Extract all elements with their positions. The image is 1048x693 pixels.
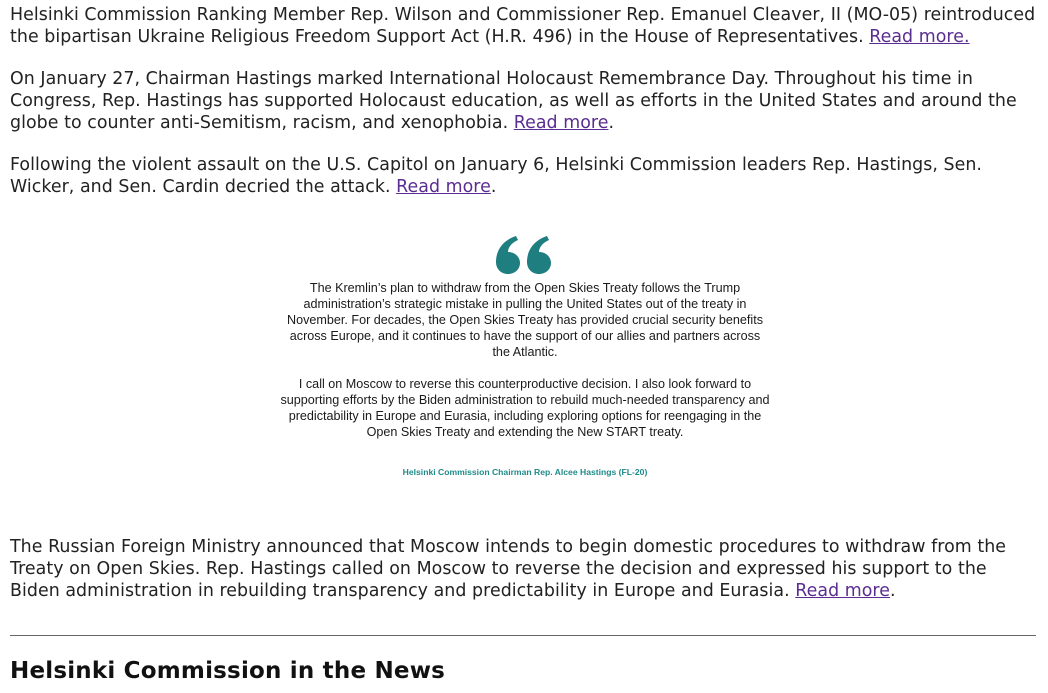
news-item-text: The Russian Foreign Ministry announced that Moscow intends to begin domestic procedures to withdraw from the Treaty on Open Skies. Rep. Hastings called on Moscow to reverse the decision and expressed his support to the Biden administration in rebuilding transparency and predictability in Europe and Eurasia. <box>10 537 1007 601</box>
quote-text <box>280 280 770 456</box>
section-heading: Helsinki Commission in the News <box>10 658 446 684</box>
read-more-link[interactable]: Read more <box>396 177 491 197</box>
news-item-text: Helsinki Commission Ranking Member Rep. Wilson and Commissioner Rep. Emanuel Cleaver, II (MO-05) reintroduced the bipartisan Ukraine Religious Freedom Support Act (H.R. 496) in the House of Representatives. <box>10 5 1036 47</box>
read-more-link[interactable]: Read more <box>513 113 609 133</box>
quote-mark-icon <box>496 236 552 274</box>
quote-graphic <box>10 218 1036 536</box>
news-item-text: Following the violent assault on the U.S. Capitol on January 6, Helsinki Commission leaders Rep. Hastings, Sen. Wicker, and Sen. Cardin decried the attack. <box>10 155 983 197</box>
read-more-link[interactable]: Read more. <box>869 27 970 47</box>
newsletter-body <box>10 4 1036 622</box>
news-item-text: On January 27, Chairman Hastings marked International Holocaust Remembrance Day. Throughout his time in Congress, Rep. Hastings has supported Holocaust education, as well as efforts in the United States and around the globe to counter anti-Semitism, racism, and xenophobia. <box>10 69 1017 133</box>
quote-paragraph: The Kremlin’s plan to withdraw from the Open Skies Treaty follows the Trump administration’s strategic mistake in pulling the United States out of the treaty in November. For decades, the Open Skies Treaty has provided crucial security benefits across Europe, and it continues to have the support of our allies and partners across the Atlantic. <box>287 281 763 359</box>
quote-paragraph: I call on Moscow to reverse this counterproductive decision. I also look forward to supporting efforts by the Biden administration to rebuild much-needed transparency and predictability in Europe and Eurasia, including exploring options for reengaging in the Open Skies Treaty and extending the New START treaty. <box>280 377 770 439</box>
news-item-holocaust-remembrance: On January 27, Chairman Hastings marked International Holocaust Remembrance Day. Throughout his time in Congress, Rep. Hastings has supported Holocaust education, as well as efforts in the United States and around the globe to counter anti-Semitism, racism, and xenophobia. Read more. <box>10 69 1017 133</box>
quote-attribution: Helsinki Commission Chairman Rep. Alcee Hastings (FL-20) <box>402 467 648 477</box>
news-item-ukraine-religious-freedom <box>10 4 1036 48</box>
read-more-link[interactable]: Read more <box>795 581 891 601</box>
news-item-open-skies: The Russian Foreign Ministry announced that Moscow intends to begin domestic procedures to withdraw from the Treaty on Open Skies. Rep. Hastings called on Moscow to reverse the decision and expressed his support to the Biden administration in rebuilding transparency and predictability in Europe and Eurasia. Read more. <box>10 537 1007 601</box>
news-item-capitol-assault: Following the violent assault on the U.S. Capitol on January 6, Helsinki Commission leaders Rep. Hastings, Sen. Wicker, and Sen. Cardin decried the attack. Read more. <box>10 155 983 197</box>
section-divider <box>10 635 1036 636</box>
